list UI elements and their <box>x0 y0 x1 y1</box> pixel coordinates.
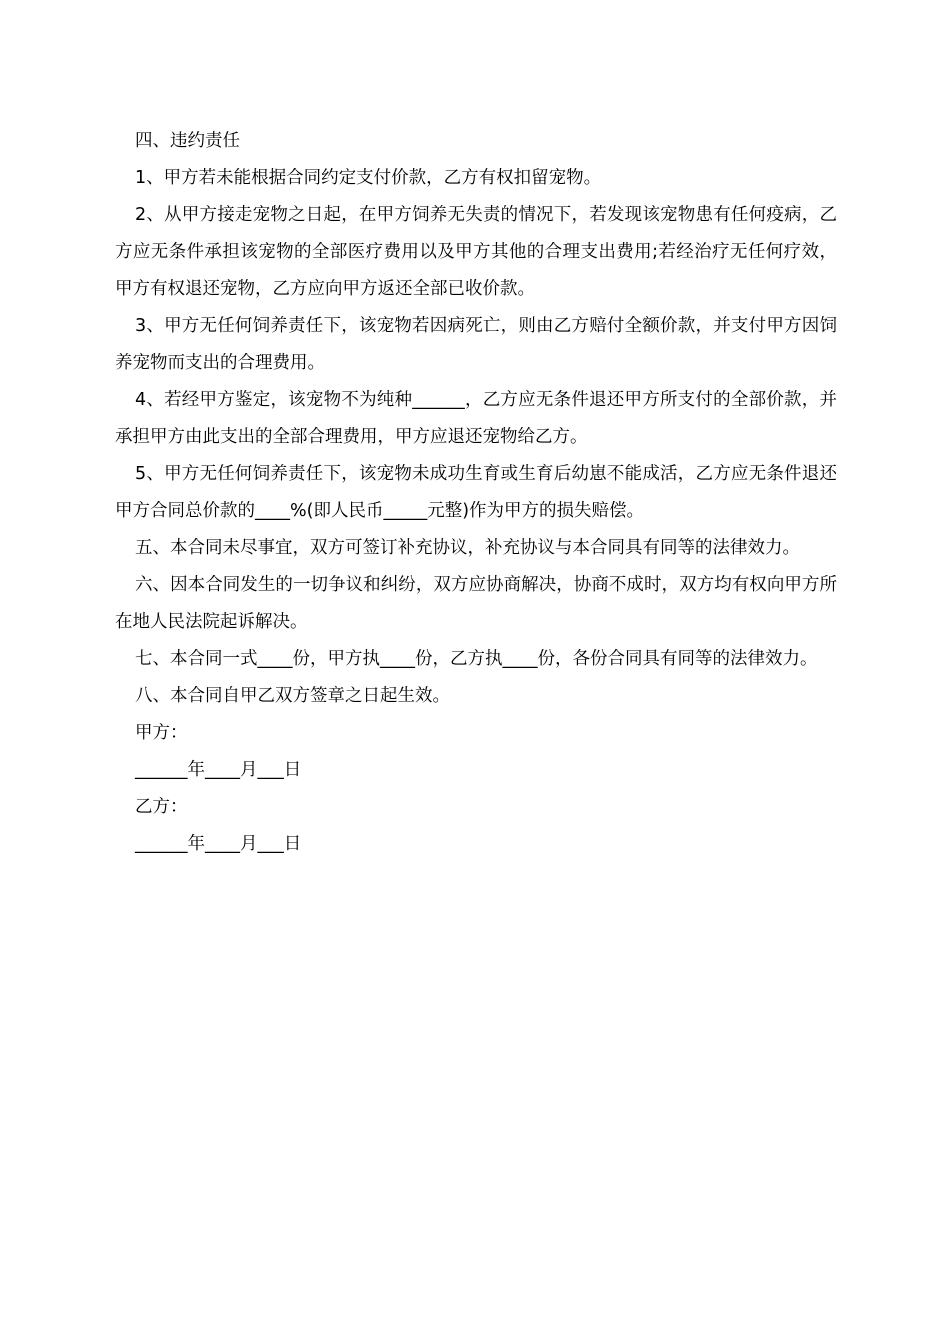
party-a-label: 甲方： <box>135 723 188 743</box>
article-6-disputes: 六、因本合同发生的一切争议和纠纷，双方应协商解决，协商不成时，双方均有权向甲方所在地人民法院起诉解决。 <box>115 575 837 632</box>
clause-3: 3、甲方无任何饲养责任下，该宠物若因病死亡，则由乙方赔付全额价款，并支付甲方因饲养宠物而支出的合理费用。 <box>115 316 837 373</box>
clause-5: 5、甲方无任何饲养责任下，该宠物未成功生育或生育后幼崽不能成活，乙方应无条件退还甲方合同总价款的____%(即人民币_____元整)作为甲方的损失赔偿。 <box>115 464 837 521</box>
article-8-effective: 八、本合同自甲乙双方签章之日起生效。 <box>135 686 450 706</box>
section-heading-breach-liability: 四、违约责任 <box>135 131 240 151</box>
clause-2: 2、从甲方接走宠物之日起，在甲方饲养无失责的情况下，若发现该宠物患有任何疫病，乙方应无条件承担该宠物的全部医疗费用以及甲方其他的合理支出费用;若经治疗无任何疗效，甲方有权退还宠物，乙方应向甲方返还全部已收价款。 <box>115 205 837 299</box>
article-5-supplementary: 五、本合同未尽事宜，双方可签订补充协议，补充协议与本合同具有同等的法律效力。 <box>135 538 800 558</box>
party-b-label: 乙方： <box>135 797 188 817</box>
party-a-date: ______年____月___日 <box>135 760 302 780</box>
clause-1: 1、甲方若未能根据合同约定支付价款，乙方有权扣留宠物。 <box>135 168 602 188</box>
article-7-copies: 七、本合同一式____份，甲方执____份，乙方执____份，各份合同具有同等的法律效力。 <box>135 649 818 669</box>
contract-page <box>115 123 837 863</box>
party-b-date: ______年____月___日 <box>135 834 302 854</box>
clause-4: 4、若经甲方鉴定，该宠物不为纯种______，乙方应无条件退还甲方所支付的全部价款，并承担甲方由此支出的全部合理费用，甲方应退还宠物给乙方。 <box>115 390 837 447</box>
